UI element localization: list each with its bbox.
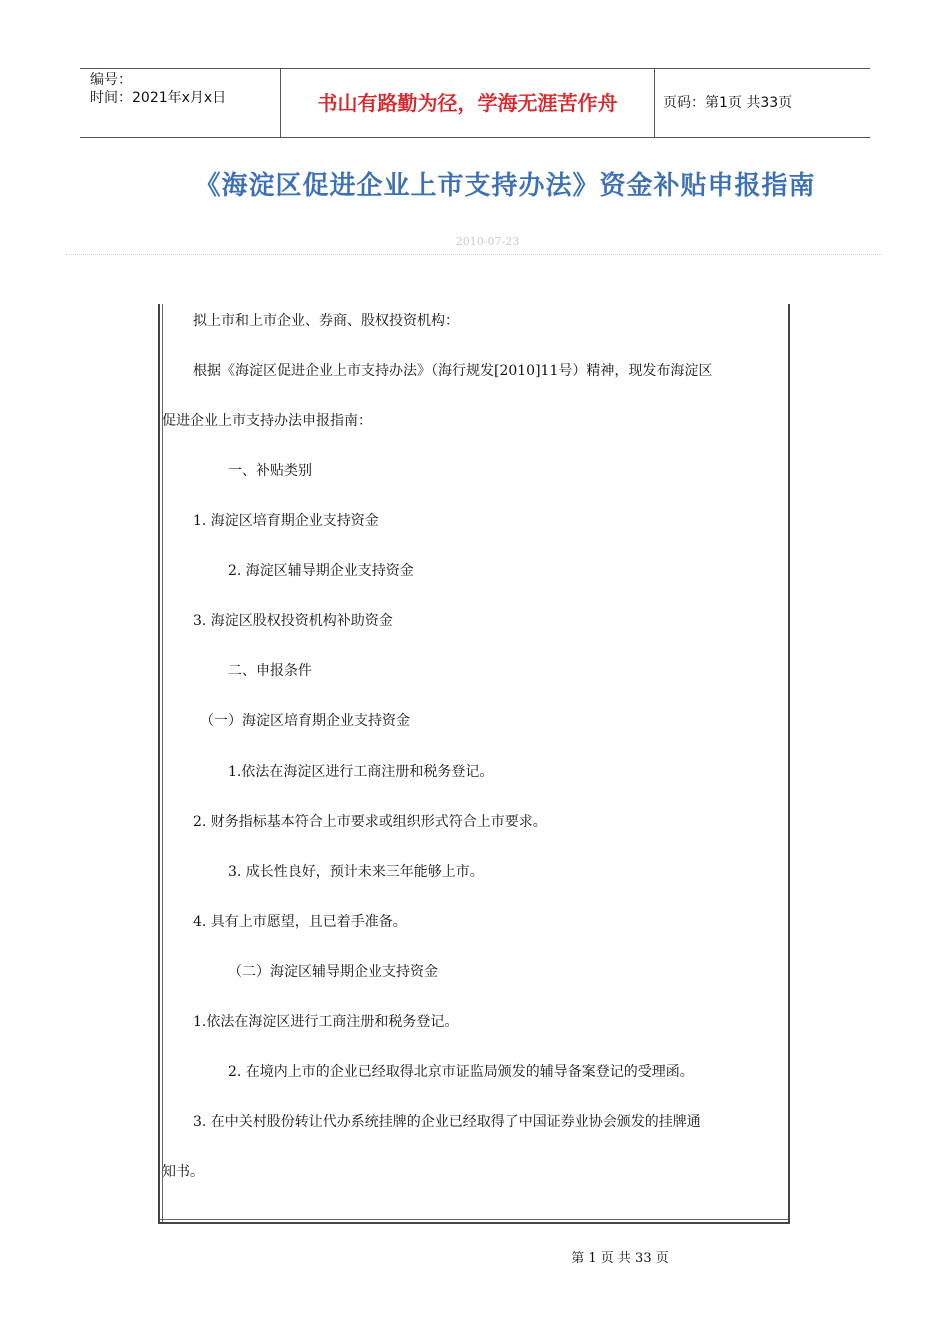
list-item: 3. 海淀区股权投资机构补助资金 [193, 613, 393, 629]
list-item: 2. 在境内上市的企业已经取得北京市证监局颁发的辅导备案登记的受理函。 [228, 1064, 694, 1080]
time-label: 时间：2021年x月x日 [90, 90, 227, 106]
publish-date: 2010-07-23 [455, 235, 520, 248]
list-item: 1.依法在海淀区进行工商注册和税务登记。 [193, 1014, 459, 1030]
body-line: 拟上市和上市企业、券商、股权投资机构： [193, 313, 459, 329]
code-label: 编号： [90, 72, 132, 88]
document-title: 《海淀区促进企业上市支持办法》资金补贴申报指南 [194, 171, 816, 201]
subsection-heading: （二）海淀区辅导期企业支持资金 [228, 964, 438, 980]
list-item: 2. 财务指标基本符合上市要求或组织形式符合上市要求。 [193, 814, 547, 830]
subsection-heading: （一）海淀区培育期企业支持资金 [200, 713, 410, 729]
list-item: 3. 在中关村股份转让代办系统挂牌的企业已经取得了中国证券业协会颁发的挂牌通 [193, 1114, 701, 1130]
header-page-info: 页码：第1页 共33页 [663, 95, 793, 111]
list-item: 3. 成长性良好，预计未来三年能够上市。 [228, 864, 484, 880]
page-footer: 第 1 页 共 33 页 [571, 1251, 669, 1266]
header-motto: 书山有路勤为径，学海无涯苦作舟 [281, 69, 655, 137]
list-item: 1.依法在海淀区进行工商注册和税务登记。 [228, 764, 494, 780]
document-header [80, 68, 870, 138]
section-heading: 一、补贴类别 [228, 463, 312, 479]
list-item: 2. 海淀区辅导期企业支持资金 [228, 563, 414, 579]
header-meta [80, 69, 281, 137]
body-line: 知书。 [162, 1164, 204, 1180]
title-divider [66, 254, 882, 255]
section-heading: 二、申报条件 [228, 663, 312, 679]
body-line: 根据《海淀区促进企业上市支持办法》（海行规发[2010]11号）精神，现发布海淀区 [193, 363, 713, 379]
list-item: 1. 海淀区培育期企业支持资金 [193, 513, 379, 529]
list-item: 4. 具有上市愿望，且已着手准备。 [193, 914, 407, 930]
body-line: 促进企业上市支持办法申报指南： [162, 413, 372, 429]
